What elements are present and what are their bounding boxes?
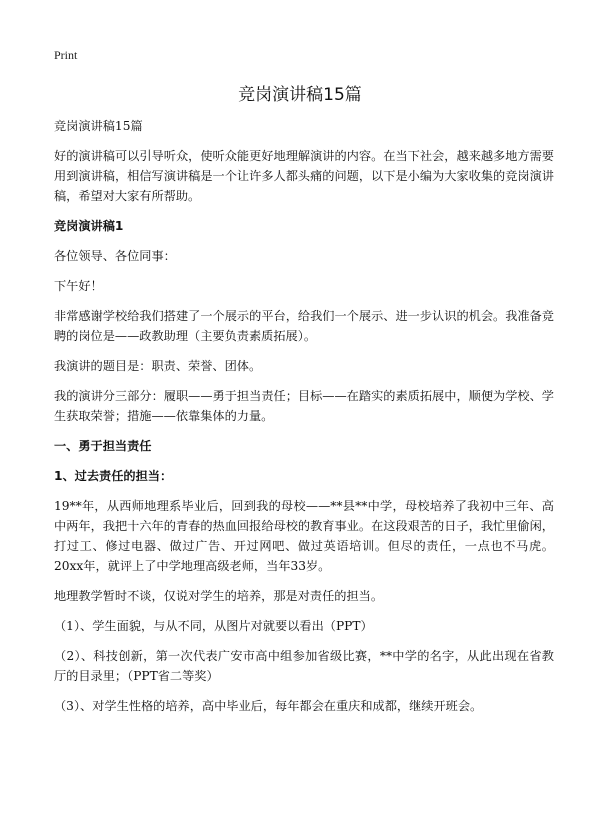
topic-paragraph: 我演讲的题目是：职责、荣誉、团体。 bbox=[54, 359, 262, 373]
print-link[interactable]: Print bbox=[54, 48, 78, 62]
intro-paragraph: 好的演讲稿可以引导听众，使听众能更好地理解演讲的内容。在当下社会，越来越多地方需要用到演讲稿，相信写演讲稿是一个让许多人都头痛的问题，以下是小编为大家收集的竞岗演讲稿，希望对大家有所帮助。 bbox=[54, 149, 554, 203]
sub1-heading: 1、过去责任的担当： bbox=[54, 469, 173, 483]
document-body bbox=[54, 116, 554, 726]
teaching-paragraph: 地理教学暂时不谈，仅说对学生的培养，那是对责任的担当。 bbox=[54, 589, 384, 603]
item3-paragraph: （3）、对学生性格的培养，高中毕业后，每年都会在重庆和成都，继续开班会。 bbox=[54, 699, 483, 713]
section-heading: 竞岗演讲稿1 bbox=[54, 219, 124, 233]
parts-paragraph: 我的演讲分三部分：履职——勇于担当责任；目标——在踏实的素质拓展中，顺便为学校、学生获取荣誉；措施——依靠集体的力量。 bbox=[54, 389, 554, 423]
thanks-paragraph: 非常感谢学校给我们搭建了一个展示的平台，给我们一个展示、进一步认识的机会。我准备竞聘的岗位是——政教助理（主要负责素质拓展）。 bbox=[54, 309, 554, 343]
part1-heading: 一、勇于担当责任 bbox=[54, 439, 152, 453]
document-subtitle: 竞岗演讲稿15篇 bbox=[54, 119, 143, 133]
greeting-paragraph: 各位领导、各位同事： bbox=[54, 249, 176, 263]
item2-paragraph: （2）、科技创新，第一次代表广安市高中组参加省级比赛，**中学的名字，从此出现在省教厅的目录里；（PPT省二等奖） bbox=[54, 649, 554, 683]
page-title: 竞岗演讲稿15篇 bbox=[238, 85, 362, 105]
good-afternoon-paragraph: 下午好！ bbox=[54, 279, 103, 293]
item1-paragraph: （1）、学生面貌，与从不同，从图片对就要以看出（PPT） bbox=[54, 619, 373, 633]
history-paragraph: 19**年，从西师地理系毕业后，回到我的母校——**县**中学，母校培养了我初中三年、高中两年，我把十六年的青春的热血回报给母校的教育事业。在这段艰苦的日子，我忙里偷闲，打过工、修过电器、做过广告、开过网吧、做过英语培训。但尽的责任，一点也不马虎。20xx年，就评上了中学地理高级老师，当年33岁。 bbox=[54, 499, 554, 573]
